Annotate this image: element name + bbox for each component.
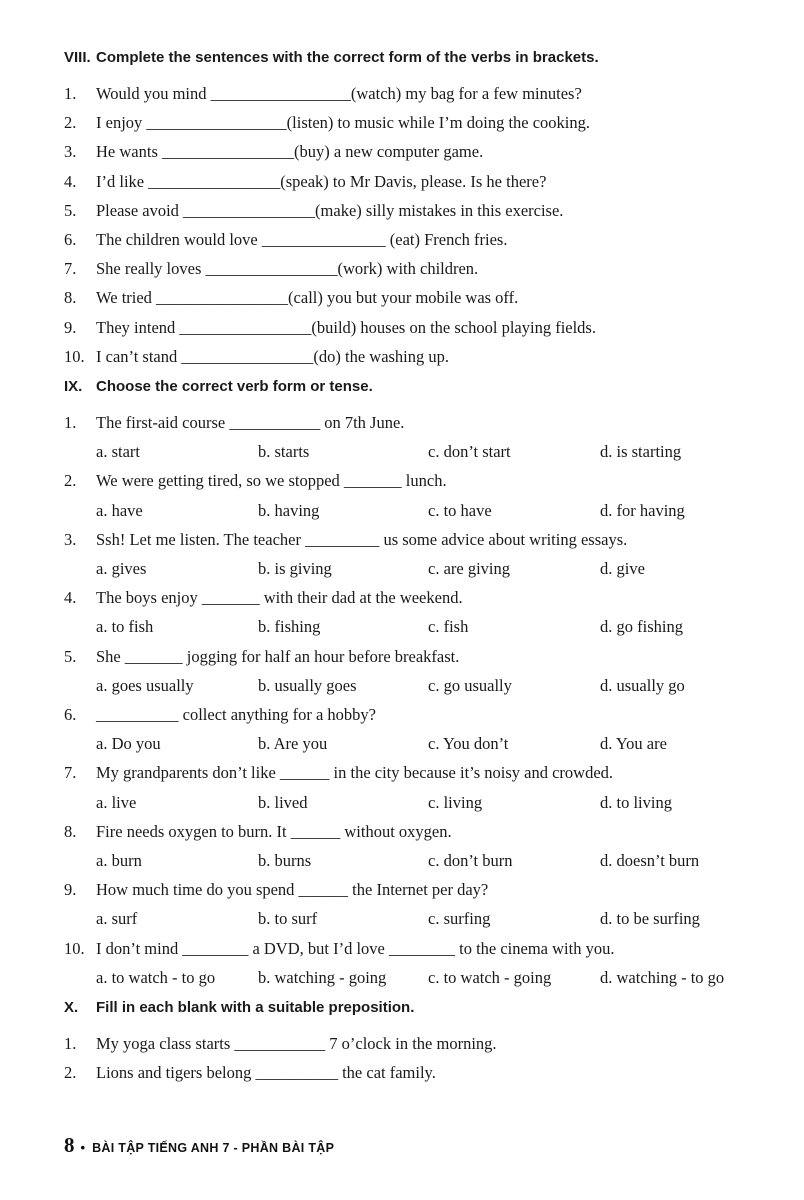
mc-question (64, 934, 762, 963)
mc-question (64, 525, 762, 554)
section-ix-heading (64, 377, 762, 397)
option-a: a. burn (96, 851, 142, 871)
option-a: a. to fish (96, 617, 154, 637)
question-text: We were getting tired, so we stopped _______ lunch. (96, 471, 447, 491)
option-b: b. burns (258, 851, 312, 871)
option-a: a. surf (96, 909, 138, 929)
question-text: How much time do you spend ______ the Internet per day? (96, 880, 489, 900)
item-text: I enjoy _________________(listen) to music while I’m doing the cooking. (96, 113, 591, 133)
section-title: Complete the sentences with the correct form of the verbs in brackets. (96, 49, 599, 66)
options-row (96, 554, 762, 583)
item-text: They intend ________________(build) houses on the school playing fields. (96, 317, 596, 337)
item-number: 2. (64, 1063, 77, 1083)
item-text: The children would love _______________ (eat) French fries. (96, 230, 508, 250)
item-number: 6. (64, 230, 77, 250)
question-text: I don’t mind ________ a DVD, but I’d love ________ to the cinema with you. (96, 938, 615, 958)
section-ix (64, 377, 762, 992)
option-c: c. are giving (428, 559, 511, 579)
question-text: She _______ jogging for half an hour before breakfast. (96, 646, 460, 666)
option-a: a. start (96, 442, 140, 462)
item-text: Would you mind _________________(watch) my bag for a few minutes? (96, 84, 582, 103)
mc-question (64, 700, 762, 729)
options-row (96, 788, 762, 817)
option-c: c. don’t start (428, 442, 511, 462)
option-b: b. fishing (258, 617, 321, 637)
option-a: a. goes usually (96, 675, 194, 695)
question-text: The boys enjoy _______ with their dad at the weekend. (96, 588, 463, 608)
exercise-item (64, 254, 762, 283)
section-viii (64, 48, 762, 371)
item-number: 6. (64, 705, 77, 725)
option-c: c. You don’t (428, 734, 509, 754)
item-number: 5. (64, 200, 77, 220)
options-row (96, 612, 762, 641)
options-row (96, 496, 762, 525)
options-row (96, 846, 762, 875)
option-b: b. Are you (258, 734, 328, 754)
mc-question (64, 408, 762, 437)
item-text: I can’t stand ________________(do) the washing up. (96, 346, 450, 366)
option-b: b. is giving (258, 559, 332, 579)
option-d: d. You are (600, 734, 667, 754)
item-number: 1. (64, 84, 77, 103)
option-d: d. for having (600, 500, 685, 520)
exercise-item (64, 108, 762, 137)
option-c: c. living (428, 792, 483, 812)
item-number: 10. (64, 346, 85, 366)
options-row (96, 729, 762, 758)
option-b: b. lived (258, 792, 308, 812)
exercise-item (64, 313, 762, 342)
section-number: IX. (64, 378, 83, 396)
option-a: a. gives (96, 559, 147, 579)
mc-question (64, 875, 762, 904)
exercise-item (64, 196, 762, 225)
option-d: d. watching - to go (600, 967, 725, 987)
section-number: X. (64, 999, 79, 1017)
item-text: I’d like ________________(speak) to Mr Davis, please. Is he there? (96, 171, 547, 191)
item-number: 2. (64, 471, 77, 491)
option-b: b. having (258, 500, 320, 520)
item-text: We tried ________________(call) you but your mobile was off. (96, 288, 519, 308)
item-number: 7. (64, 259, 77, 279)
options-row (96, 904, 762, 933)
exercise-item (64, 283, 762, 312)
option-d: d. is starting (600, 442, 682, 462)
section-viii-heading (64, 48, 762, 68)
item-text: My yoga class starts ___________ 7 o’clock in the morning. (96, 1034, 497, 1054)
mc-question (64, 817, 762, 846)
item-text: He wants ________________(buy) a new computer game. (96, 142, 484, 162)
item-text: Please avoid ________________(make) silly mistakes in this exercise. (96, 200, 564, 220)
option-a: a. Do you (96, 734, 161, 754)
item-number: 3. (64, 529, 77, 549)
item-number: 8. (64, 821, 77, 841)
item-number: 1. (64, 1034, 77, 1054)
option-c: c. don’t burn (428, 851, 513, 871)
mc-question (64, 466, 762, 495)
option-c: c. to watch - going (428, 967, 552, 987)
mc-question (64, 758, 762, 787)
section-title: Fill in each blank with a suitable preposition. (96, 999, 415, 1017)
mc-question (64, 642, 762, 671)
option-c: c. surfing (428, 909, 491, 929)
options-row (96, 437, 762, 466)
item-text: Lions and tigers belong __________ the cat family. (96, 1063, 436, 1083)
footer-text: BÀI TẬP TIẾNG ANH 7 - PHẦN BÀI TẬP (92, 1141, 335, 1155)
question-text: Fire needs oxygen to burn. It ______ without oxygen. (96, 821, 452, 841)
item-number: 7. (64, 763, 77, 783)
options-row (96, 671, 762, 700)
options-row (96, 963, 762, 992)
item-text: She really loves ________________(work) with children. (96, 259, 479, 279)
option-d: d. usually go (600, 675, 685, 695)
exercise-item (64, 1058, 762, 1087)
section-number: VIII. (64, 49, 91, 66)
option-c: c. to have (428, 500, 492, 520)
item-number: 9. (64, 880, 77, 900)
item-number: 9. (64, 317, 77, 337)
footer-bullet: • (80, 1140, 86, 1155)
section-title: Choose the correct verb form or tense. (96, 378, 373, 396)
option-d: d. go fishing (600, 617, 683, 637)
option-b: b. to surf (258, 909, 318, 929)
section-x (64, 998, 762, 1087)
page-number: 8 (64, 1133, 75, 1157)
item-number: 4. (64, 588, 77, 608)
item-number: 5. (64, 646, 77, 666)
option-d: d. to living (600, 792, 672, 812)
option-d: d. to be surfing (600, 909, 700, 929)
question-text: My grandparents don’t like ______ in the city because it’s noisy and crowded. (96, 763, 614, 783)
mc-question (64, 583, 762, 612)
item-number: 4. (64, 171, 77, 191)
exercise-item (64, 167, 762, 196)
item-number: 8. (64, 288, 77, 308)
exercise-item (64, 79, 762, 108)
option-a: a. live (96, 792, 137, 812)
option-b: b. usually goes (258, 675, 357, 695)
item-number: 2. (64, 113, 77, 133)
question-text: __________ collect anything for a hobby? (96, 705, 376, 725)
exercise-item (64, 137, 762, 166)
option-a: a. to watch - to go (96, 967, 216, 987)
option-c: c. fish (428, 617, 469, 637)
question-text: Ssh! Let me listen. The teacher _________ us some advice about writing essays. (96, 529, 628, 549)
option-b: b. watching - going (258, 967, 387, 987)
option-b: b. starts (258, 442, 310, 462)
item-number: 10. (64, 938, 85, 958)
page-footer (64, 1133, 334, 1158)
option-a: a. have (96, 500, 143, 520)
option-c: c. go usually (428, 675, 512, 695)
exercise-item (64, 342, 762, 371)
option-d: d. doesn’t burn (600, 851, 700, 871)
section-x-heading (64, 998, 762, 1018)
question-text: The first-aid course ___________ on 7th June. (96, 413, 405, 433)
exercise-item (64, 1029, 762, 1058)
item-number: 3. (64, 142, 77, 162)
exercise-item (64, 225, 762, 254)
item-number: 1. (64, 413, 77, 433)
option-d: d. give (600, 559, 645, 579)
